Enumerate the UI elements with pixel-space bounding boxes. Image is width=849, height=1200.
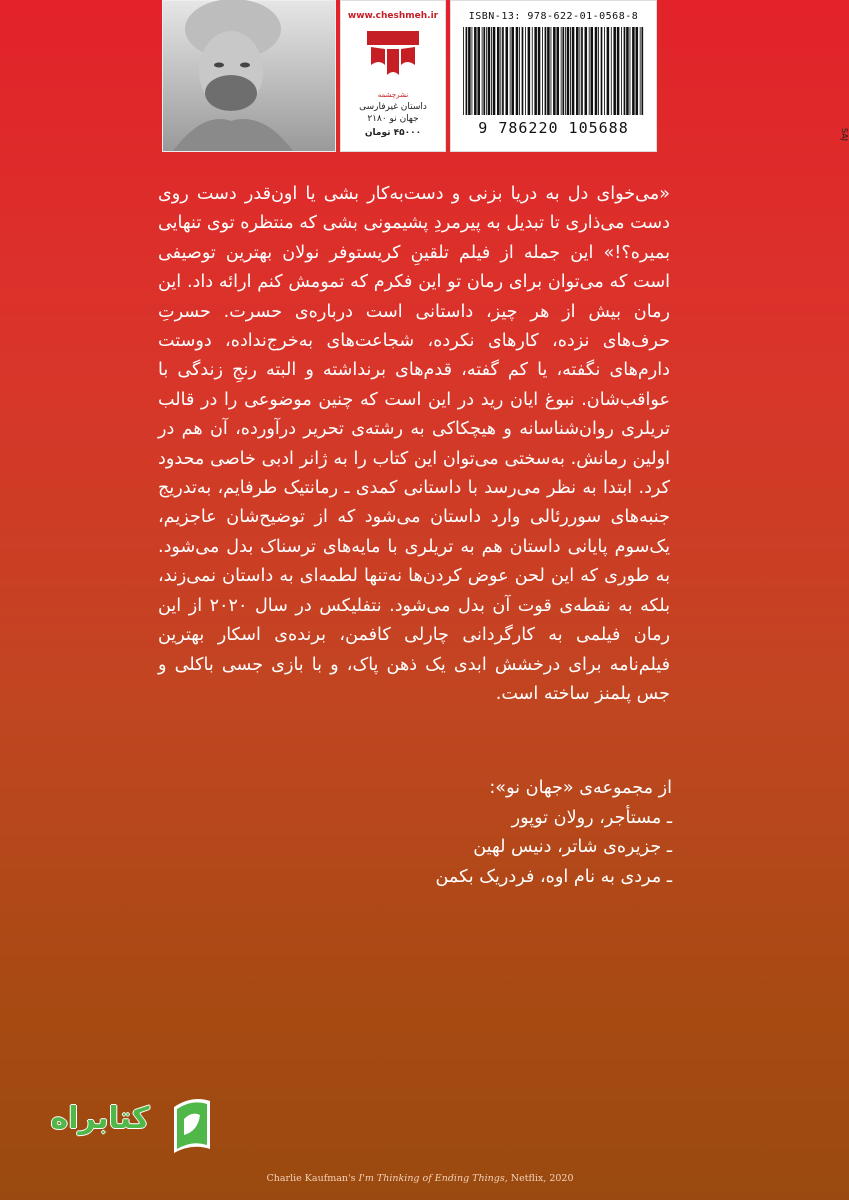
barcode-box — [450, 0, 657, 152]
side-mark: SAJ — [840, 127, 849, 142]
film-credit — [0, 1173, 840, 1184]
barcode-bar — [585, 27, 588, 115]
barcode-bar — [576, 27, 579, 115]
barcode-bar — [477, 27, 480, 115]
barcode-bar — [551, 27, 552, 115]
barcode-bar — [516, 27, 519, 115]
barcode-bar — [483, 27, 485, 115]
barcode-bar — [545, 27, 547, 115]
barcode-bar — [505, 27, 508, 115]
film-title: I'm Thinking of Ending Things — [358, 1173, 505, 1184]
barcode-digits: 9 786220 105688 — [478, 119, 629, 137]
publisher-url[interactable]: www.cheshmeh.ir — [347, 11, 439, 21]
series-item: ـ مردی به نام اوه، فردریک بکمن — [435, 866, 672, 887]
credit-prefix: Charlie Kaufman's — [266, 1173, 359, 1184]
barcode-bar — [528, 27, 531, 115]
series-number: جهان نو ۲۱۸۰ — [367, 114, 419, 124]
publisher-label: نشرچشمه — [377, 91, 409, 99]
barcode-bar — [525, 27, 526, 115]
barcode-bar — [562, 27, 564, 115]
isbn-label: ISBN-13: 978-622-01-0568-8 — [468, 11, 639, 22]
barcode-bar — [542, 27, 543, 115]
barcode-bar — [486, 27, 487, 115]
barcode-bar — [522, 27, 524, 115]
barcode-bar — [510, 27, 511, 115]
barcode-bar — [641, 27, 643, 115]
barcode-bar — [579, 27, 580, 115]
barcode-bar — [556, 27, 559, 115]
barcode-bar — [617, 27, 620, 115]
barcode-bar — [589, 27, 590, 115]
store-name: کتابراه — [50, 1101, 150, 1136]
barcode-bar — [607, 27, 610, 115]
series-item: ـ جزیره‌ی شاتر، دنیس لهین — [473, 837, 672, 857]
author-photo-image — [163, 1, 335, 151]
barcode-bar — [626, 27, 629, 115]
barcode-bar — [640, 27, 641, 115]
blurb-paragraph: «می‌خوای دل به دریا بزنی و دست‌به‌کار بشی یا اون‌قدر دست روی دست می‌ذاری تا تبدیل به پیرمردِ پشیمونی بشی که منتظره توی تنهایی بمیره؟!» این جمله از فیلم تلقینِ کریستوفر نولان بهترین توصیفی است که می‌توان برای رمان تو این فکرم که تمومش کنم ارائه داد. این رمان بیش از هر چیز، داستانی است درباره‌ی حسرت. حسرتِ حرف‌های نزده، کارهای نکرده، شجاعت‌های به‌خرج‌نداده، دوستت دارم‌های نگفته، یا کم گفته، قدم‌های برنداشته و البته رنجِ زندگی با عواقب‌شان. نبوغ ایان رید در این است که چنین موضوعی را در قالب تریلری روان‌شناسانه و هیچکاکی به رشته‌ی تحریر درآورده، آن هم در اولین رمانش. به‌سختی می‌توان این کتاب را به ژانر ادبی خاصی محدود کرد. ابتدا به نظر می‌رسد با داستانی کمدی ـ رمانتیک طرفایم، به‌تدریج جنبه‌های سوررئالی وارد داستان می‌شود که از توضیح‌شان عاجزیم، یک‌سوم پایانی داستان هم به تریلری با مایه‌های ترسناک بدل می‌شود. به طوری که این لحن عوض کردن‌ها نه‌تنها لطمه‌ای به داستان نمی‌زند، بلکه به نقطه‌ی قوت آن بدل می‌شود. نتفلیکس در سال ۲۰۲۰ از این رمان فیلمی به کارگردانی چارلی کافمن، برنده‌ی اسکار بهترین فیلم‌نامه برای درخشش ابدی یک ذهن پاک، و با بازی جسی باکلی و جس پلمنز ساخته است. — [158, 184, 670, 704]
barcode-bar — [482, 27, 483, 115]
publisher-box — [340, 0, 446, 152]
barcode-bar — [613, 27, 616, 115]
barcode-bar — [502, 27, 504, 115]
barcode-bar — [471, 27, 472, 115]
price-label: ۴۵۰۰۰ تومان — [364, 128, 422, 138]
barcode-bar — [632, 27, 635, 115]
barcode-bar — [491, 27, 492, 115]
barcode-bar — [636, 27, 639, 115]
barcode-bar — [463, 27, 464, 115]
barcode-bar — [604, 27, 605, 115]
author-photo — [162, 0, 336, 152]
barcode-bar — [581, 27, 583, 115]
barcode-bar — [474, 27, 477, 115]
barcode-bar — [488, 27, 491, 115]
ketabrah-logo — [40, 1093, 216, 1159]
series-list — [300, 774, 672, 892]
barcode-bar — [621, 27, 622, 115]
back-cover-header — [162, 0, 849, 152]
series-item: ـ مستأجر، رولان توپور — [511, 807, 672, 828]
barcode-bar — [572, 27, 575, 115]
barcode-bar — [601, 27, 603, 115]
barcode-bar — [547, 27, 550, 115]
credit-suffix: , Netflix, 2020 — [504, 1173, 574, 1184]
blurb — [158, 180, 670, 709]
book-leaf-icon — [168, 1093, 216, 1159]
barcode-bar — [598, 27, 599, 115]
barcode-bar — [493, 27, 496, 115]
barcode-bar — [590, 27, 593, 115]
barcode-bar — [511, 27, 514, 115]
barcode-bar — [611, 27, 612, 115]
genre-label: داستان غیرفارسی — [359, 102, 427, 112]
barcode-bar — [553, 27, 556, 115]
cheshmeh-logo-icon — [363, 25, 423, 85]
barcode-bar — [561, 27, 562, 115]
barcode-bar — [466, 27, 468, 115]
series-heading: از مجموعه‌ی «جهان نو»: — [489, 778, 672, 798]
barcode-bar — [595, 27, 598, 115]
barcode-bar — [519, 27, 520, 115]
barcode-bar — [567, 27, 570, 115]
barcode-bar — [565, 27, 566, 115]
barcode-bar — [497, 27, 500, 115]
barcode-bar — [534, 27, 537, 115]
barcode-icon — [463, 27, 644, 115]
barcode-bar — [624, 27, 626, 115]
barcode-bar — [500, 27, 501, 115]
barcode-bar — [570, 27, 571, 115]
barcode-bar — [538, 27, 541, 115]
barcode-bar — [630, 27, 631, 115]
barcode-bar — [532, 27, 533, 115]
barcode-bar — [468, 27, 471, 115]
